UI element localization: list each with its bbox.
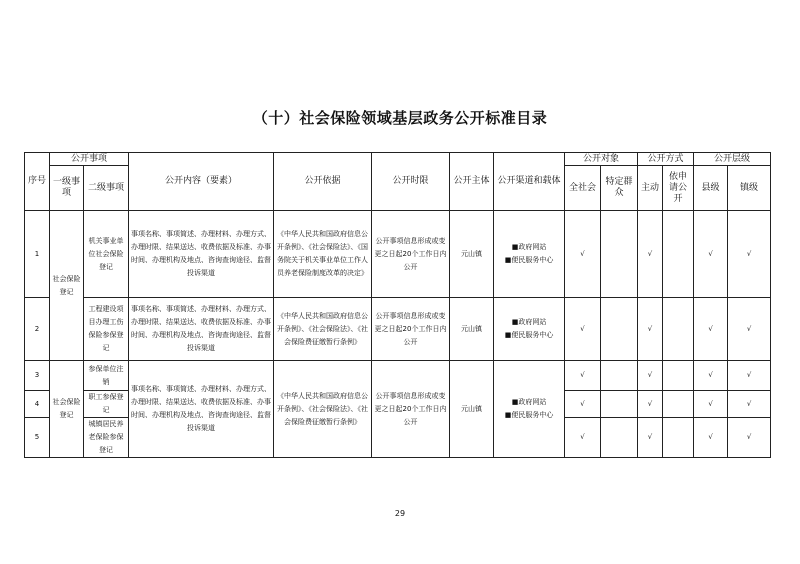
page-title: （十）社会保险领域基层政务公开标准目录	[252, 109, 548, 127]
header-level-county: 县级	[694, 166, 728, 211]
row-level-town: √	[728, 418, 771, 458]
header-time-limit: 公开时限	[372, 153, 450, 211]
row-time-limit: 公开事项信息形成或变更之日起20个工作日内公开	[372, 361, 450, 458]
table-row	[25, 361, 771, 391]
row-level2: 工程建设项目办理工伤保险参保登记	[84, 298, 129, 361]
row-seq: 3	[25, 361, 50, 391]
row-basis: 《中华人民共和国政府信息公开条例》、《社会保险法》、《国务院关于机关事业单位工作人员养老保险制度改革的决定》	[274, 211, 372, 298]
row-subject: 元山镇	[450, 211, 494, 298]
header-level1: 一级事项	[50, 166, 84, 211]
row-method-active: √	[638, 391, 663, 418]
row-target-specific	[601, 391, 638, 418]
header-target: 公开对象	[565, 153, 638, 166]
page-number: 29	[394, 509, 406, 518]
row-level-county: √	[694, 298, 728, 361]
header-row-1	[25, 153, 771, 166]
header-subject: 公开主体	[450, 153, 494, 211]
row-method-request	[663, 211, 694, 298]
row-target-all: √	[565, 361, 601, 391]
row-level1: 社会保险登记	[50, 361, 84, 458]
row-method-request	[663, 391, 694, 418]
row-target-specific	[601, 211, 638, 298]
row-subject: 元山镇	[450, 298, 494, 361]
header-method-request: 依申请公开	[663, 166, 694, 211]
row-method-request	[663, 298, 694, 361]
row-channel: ■政府网站 ■便民服务中心	[494, 298, 565, 361]
row-target-specific	[601, 361, 638, 391]
row-target-specific	[601, 418, 638, 458]
row-method-active: √	[638, 211, 663, 298]
row-target-all: √	[565, 298, 601, 361]
row-channel: ■政府网站 ■便民服务中心	[494, 211, 565, 298]
row-seq: 2	[25, 298, 50, 361]
row-seq: 5	[25, 418, 50, 458]
header-content: 公开内容（要素）	[129, 153, 274, 211]
catalog-table	[24, 152, 771, 458]
row-content: 事项名称、事项简述、办理材料、办理方式、办理时限、结果送达、收费依据及标准、办事时间、办理机构及地点、咨询查询途径、监督投诉渠道	[129, 298, 274, 361]
row-level-town: √	[728, 391, 771, 418]
row-level-county: √	[694, 211, 728, 298]
row-level2: 参保单位注销	[84, 361, 129, 391]
row-channel: ■政府网站 ■便民服务中心	[494, 361, 565, 458]
row-content: 事项名称、事项简述、办理材料、办理方式、办理时限、结果送达、收费依据及标准、办事时间、办理机构及地点、咨询查询途径、监督投诉渠道	[129, 361, 274, 458]
row-target-all: √	[565, 418, 601, 458]
header-basis: 公开依据	[274, 153, 372, 211]
table-row	[25, 211, 771, 298]
row-method-active: √	[638, 298, 663, 361]
row-target-all: √	[565, 211, 601, 298]
header-method-active: 主动	[638, 166, 663, 211]
row-method-active: √	[638, 361, 663, 391]
row-level1: 社会保险登记	[50, 211, 84, 361]
row-method-request	[663, 361, 694, 391]
row-level2: 职工参保登记	[84, 391, 129, 418]
header-target-specific: 特定群众	[601, 166, 638, 211]
table-row	[25, 298, 771, 361]
row-level-town: √	[728, 361, 771, 391]
row-method-request	[663, 418, 694, 458]
row-level-county: √	[694, 361, 728, 391]
header-target-all: 全社会	[565, 166, 601, 211]
row-seq: 1	[25, 211, 50, 298]
row-content: 事项名称、事项简述、办理材料、办理方式、办理时限、结果送达、收费依据及标准、办事时间、办理机构及地点、咨询查询途径、监督投诉渠道	[129, 211, 274, 298]
row-basis: 《中华人民共和国政府信息公开条例》、《社会保险法》、《社会保险费征缴暂行条例》	[274, 298, 372, 361]
header-level-town: 镇级	[728, 166, 771, 211]
row-target-specific	[601, 298, 638, 361]
row-time-limit: 公开事项信息形成或变更之日起20个工作日内公开	[372, 211, 450, 298]
header-seq: 序号	[25, 153, 50, 211]
row-level-town: √	[728, 211, 771, 298]
header-level: 公开层级	[694, 153, 771, 166]
row-method-active: √	[638, 418, 663, 458]
header-method: 公开方式	[638, 153, 694, 166]
row-level-town: √	[728, 298, 771, 361]
row-level-county: √	[694, 391, 728, 418]
row-level-county: √	[694, 418, 728, 458]
row-time-limit: 公开事项信息形成或变更之日起20个工作日内公开	[372, 298, 450, 361]
header-channel: 公开渠道和载体	[494, 153, 565, 211]
row-seq: 4	[25, 391, 50, 418]
row-subject: 元山镇	[450, 361, 494, 458]
row-basis: 《中华人民共和国政府信息公开条例》、《社会保险法》、《社会保险费征缴暂行条例》	[274, 361, 372, 458]
row-level2: 城镇居民养老保险参保登记	[84, 418, 129, 458]
row-target-all: √	[565, 391, 601, 418]
row-level2: 机关事业单位社会保险登记	[84, 211, 129, 298]
header-public-items: 公开事项	[50, 153, 129, 166]
header-level2: 二级事项	[84, 166, 129, 211]
